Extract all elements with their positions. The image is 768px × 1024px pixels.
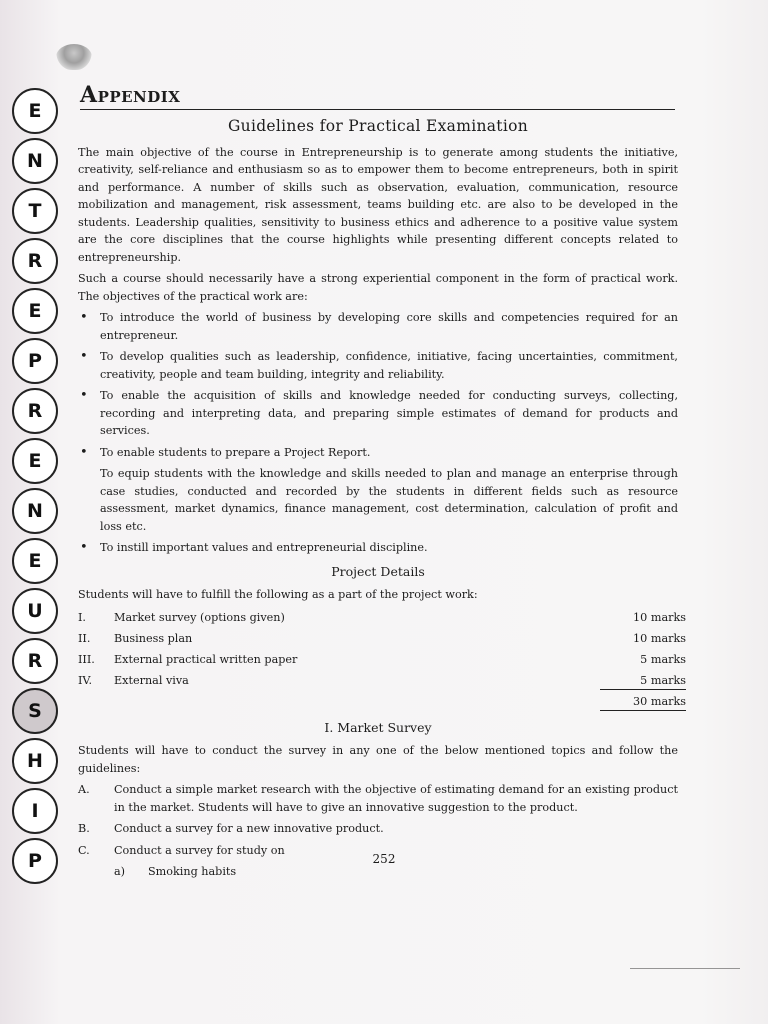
item-text: Conduct a survey for study on bbox=[114, 843, 285, 857]
marks-table bbox=[78, 608, 686, 713]
market-survey-heading: I. Market Survey bbox=[324, 719, 432, 735]
row-number: IV. bbox=[78, 674, 93, 688]
main-content bbox=[78, 117, 686, 881]
row-marks: 10 marks bbox=[633, 632, 686, 646]
letter-circle: S bbox=[12, 688, 58, 734]
letter-circle: E bbox=[12, 438, 58, 484]
table-row bbox=[78, 629, 686, 650]
letter-circle: T bbox=[12, 188, 58, 234]
row-number: III. bbox=[78, 653, 95, 667]
project-details-heading: Project Details bbox=[331, 563, 425, 579]
intro-paragraph: The main objective of the course in Entrepreneurship is to generate among students the initiative, creativity, self-reliance and enthusiasm so as to empower them to become entrepreneurs, both in spirit and performance. A number of skills such as observation, evaluation, communication, resource mobilization and management, risk assessment, teams building etc. are also to be developed in the students. Leadership qualities, sensitivity to business ethics and adherence to a positive value system are the core disciplines that the course highlights while presenting different concepts related to entrepreneurship. bbox=[78, 145, 678, 264]
letter-circle: E bbox=[12, 288, 58, 334]
list-item: • To instill important values and entrepreneurial discipline. bbox=[100, 539, 678, 557]
letter-circle: R bbox=[12, 388, 58, 434]
row-number: I. bbox=[78, 611, 86, 625]
item-text: Conduct a simple market research with the objective of estimating demand for an existing product in the market. Students will have to give an innovative suggestion to the product. bbox=[114, 783, 678, 814]
item-label: A. bbox=[78, 783, 90, 796]
letter-circle: N bbox=[12, 488, 58, 534]
total-marks: 30 marks bbox=[600, 693, 686, 712]
row-label: External practical written paper bbox=[114, 653, 298, 667]
row-number: II. bbox=[78, 632, 91, 646]
table-row bbox=[78, 608, 686, 629]
item-label: B. bbox=[78, 822, 90, 835]
section-title: Guidelines for Practical Examination bbox=[227, 117, 528, 135]
objectives-list bbox=[78, 309, 678, 557]
table-row bbox=[78, 671, 686, 692]
list-item bbox=[78, 781, 678, 816]
list-item: • To develop qualities such as leadership, confidence, initiative, facing uncertainties, commitment, creativity, people and team building, integrity and reliability. bbox=[100, 348, 678, 383]
row-marks: 5 marks bbox=[640, 653, 686, 667]
letter-circle: U bbox=[12, 588, 58, 634]
appendix-title: Appendix bbox=[80, 82, 181, 108]
page-header bbox=[80, 82, 675, 110]
letter-circle: P bbox=[12, 338, 58, 384]
list-item: • To introduce the world of business by developing core skills and competencies required for an entrepreneur. bbox=[100, 309, 678, 344]
list-item: • To enable students to prepare a Project Report. bbox=[100, 444, 678, 462]
divider bbox=[630, 968, 740, 969]
entrepreneurship-letter-strip bbox=[4, 88, 64, 884]
list-item: • To enable the acquisition of skills and knowledge needed for conducting surveys, collecting, recording and interpreting data, and preparing simple estimates of demand for products and services. bbox=[100, 387, 678, 440]
letter-circle: R bbox=[12, 238, 58, 284]
market-survey-list bbox=[78, 781, 678, 859]
row-marks: 10 marks bbox=[633, 611, 686, 625]
project-details-intro: Students will have to fulfill the following as a part of the project work: bbox=[78, 588, 478, 601]
practical-intro-paragraph: Such a course should necessarily have a strong experiential component in the form of practical work. The objectives of the practical work are: bbox=[78, 272, 678, 303]
table-row bbox=[78, 650, 686, 671]
row-marks: 5 marks bbox=[600, 672, 686, 691]
total-row bbox=[78, 692, 686, 713]
letter-circle: R bbox=[12, 638, 58, 684]
row-label: Market survey (options given) bbox=[114, 611, 285, 625]
item-label: a) bbox=[114, 865, 126, 878]
row-label: External viva bbox=[114, 674, 189, 688]
letter-circle: E bbox=[12, 88, 58, 134]
letter-circle: E bbox=[12, 538, 58, 584]
item-text: Conduct a survey for a new innovative product. bbox=[114, 822, 384, 835]
market-survey-intro: Students will have to conduct the survey in any one of the below mentioned topics and follow the guidelines: bbox=[78, 744, 678, 775]
list-item: To equip students with the knowledge and skills needed to plan and manage an enterprise through case studies, conducted and recorded by the students in different fields such as resource assessment, market dynamics, finance management, cost determination, calculation of profit and loss etc. bbox=[100, 467, 678, 533]
item-label: C. bbox=[78, 843, 90, 857]
letter-circle: P bbox=[12, 838, 58, 884]
page-number: 252 bbox=[372, 852, 396, 866]
letter-circle: H bbox=[12, 738, 58, 784]
list-item bbox=[78, 820, 678, 838]
row-label: Business plan bbox=[114, 632, 193, 646]
letter-circle: N bbox=[12, 138, 58, 184]
letter-circle: I bbox=[12, 788, 58, 834]
item-text: Smoking habits bbox=[148, 865, 237, 878]
emblem-logo bbox=[56, 44, 92, 70]
